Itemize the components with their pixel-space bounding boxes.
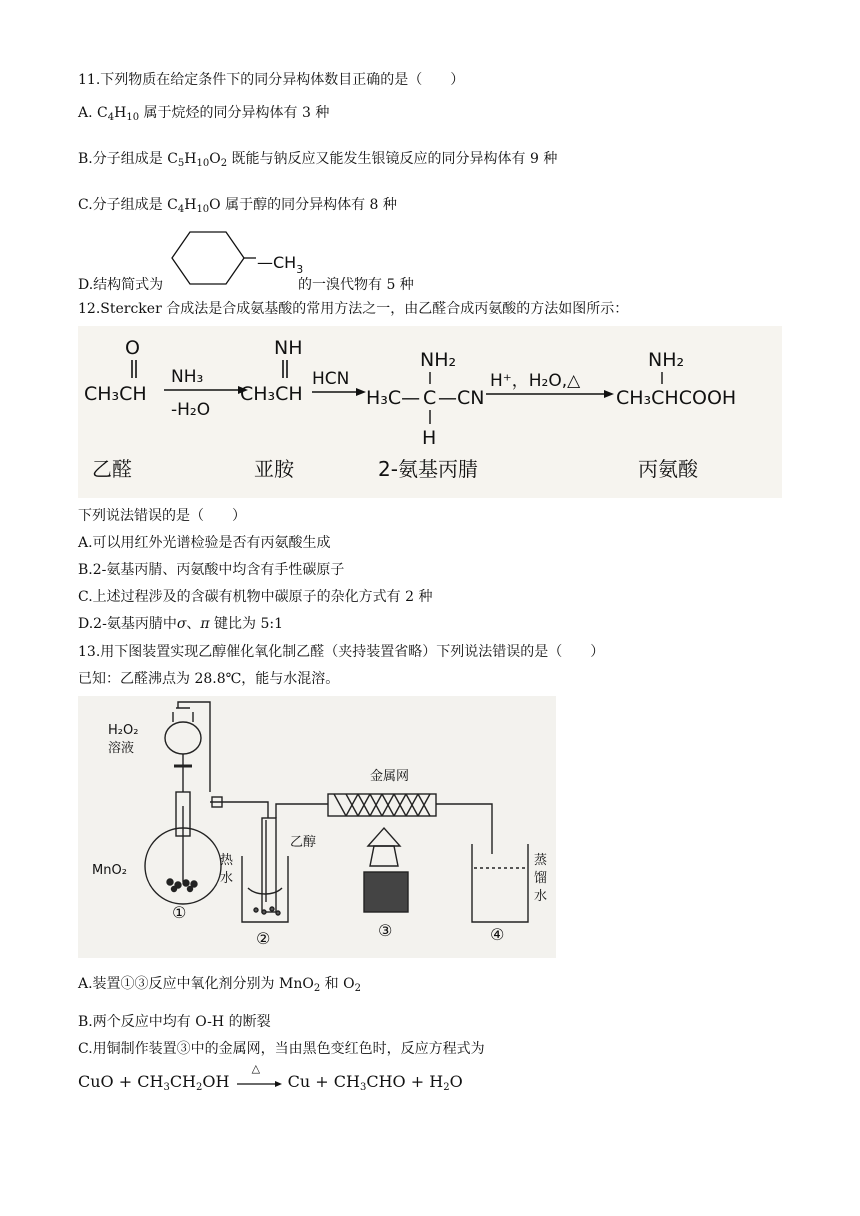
label-mno2: MnO₂ [92, 863, 127, 878]
label-hot: 热 [220, 853, 234, 868]
reagent-nh3: NH₃ [171, 367, 204, 387]
q11-option-d-text: 的一溴代物有 5 种 [298, 277, 414, 293]
pi-symbol: π [200, 616, 210, 632]
q12-option-a: A.可以用红外光谱检验是否有丙氨酸生成 [78, 535, 331, 551]
scheme-nh: NH [274, 337, 303, 359]
q13-option-a: A.装置①③反应中氧化剂分别为 MnO$_2$ 和 $O_2$ [78, 976, 361, 994]
q13-known: 已知：乙醛沸点为 28.8℃，能与水混溶。 [78, 671, 340, 687]
q12-ask: 下列说法错误的是（ ） [78, 508, 246, 524]
reagent-minus-h2o: -H₂O [171, 400, 211, 420]
q13-option-b: B.两个反应中均有 O-H 的断裂 [78, 1014, 271, 1030]
label-mesh: 金属网 [370, 769, 410, 784]
name-acetaldehyde: 乙醛 [92, 457, 132, 481]
apparatus-diagram [78, 696, 556, 958]
label-device-1: ① [172, 903, 187, 922]
q12-option-c: C.上述过程涉及的含碳有机物中碳原子的杂化方式有 2 种 [78, 589, 433, 605]
q11-option-c: C.分子组成是 $C_4H_{10}O$ 属于醇的同分异构体有 8 种 [78, 197, 397, 215]
name-imine: 亚胺 [254, 457, 294, 481]
q11-stem: 11.下列物质在给定条件下的同分异构体数目正确的是（ ） [78, 72, 465, 88]
reaction-equation: CuO + $CH_3CH_2OH$ △ $Cu + CH_3CHO + H_2O$ [78, 1061, 463, 1093]
strecker-scheme [78, 326, 782, 498]
label-ethanol: 乙醇 [290, 835, 317, 850]
scheme-o: O [125, 337, 140, 359]
scheme-nh2-a: NH₂ [420, 349, 457, 371]
scheme-product: CH₃CHCOOH [616, 387, 737, 409]
label-device-2: ② [256, 929, 271, 948]
q11-option-a: A. $C_4H_{10}$ 属于烷烃的同分异构体有 3 种 [78, 105, 330, 123]
q11-option-d-label: D.结构简式为 [78, 277, 164, 293]
svg-text:—CH3: $—CH_3$ [257, 253, 304, 276]
name-aminopropionitrile: 2-氨基丙腈 [378, 457, 478, 481]
q11-option-b: B.分子组成是 $C_5H_{10}O_2$ 既能与钠反应又能发生银镜反应的同分异构体有 9 种 [78, 151, 558, 169]
q12-stem: 12.Stercker 合成法是合成氨基酸的常用方法之一，由乙醛合成丙氨酸的方法如图所示： [78, 301, 629, 317]
reagent-hcn: HCN [312, 369, 350, 389]
label-solution: 溶液 [108, 741, 135, 756]
reagent-hydrolysis: H⁺，H₂O,△ [490, 371, 581, 391]
label-distilled-2: 馏 [534, 871, 548, 886]
scheme-h: H [422, 427, 437, 449]
methylcyclohexane-structure [164, 228, 304, 288]
label-h2o2: H₂O₂ [108, 723, 139, 738]
name-alanine: 丙氨酸 [638, 457, 698, 481]
label-water: 水 [220, 871, 234, 886]
q13-option-c: C.用铜制作装置③中的金属网，当由黑色变红色时，反应方程式为 [78, 1041, 485, 1057]
q12-option-d: D.2-氨基丙腈中σ、π 键比为 5:1 [78, 616, 284, 632]
scheme-cn: —CN [438, 387, 485, 409]
label-distilled-1: 蒸 [534, 853, 548, 868]
scheme-nh2-b: NH₂ [648, 349, 685, 371]
reaction-arrow: △ [235, 1074, 283, 1092]
label-device-3: ③ [378, 921, 393, 940]
scheme-c: C [423, 387, 437, 409]
q12-option-b: B.2-氨基丙腈、丙氨酸中均含有手性碳原子 [78, 562, 345, 578]
label-device-4: ④ [490, 925, 505, 944]
scheme-ch3ch-2: CH₃CH [240, 383, 303, 405]
sigma-symbol: σ [176, 616, 187, 632]
q13-stem: 13.用下图装置实现乙醇催化氧化制乙醛（夹持装置省略）下列说法错误的是（ ） [78, 644, 605, 660]
scheme-ch3ch-1: CH₃CH [84, 383, 147, 405]
scheme-h3c: H₃C— [366, 387, 421, 409]
label-distilled-3: 水 [534, 889, 548, 904]
